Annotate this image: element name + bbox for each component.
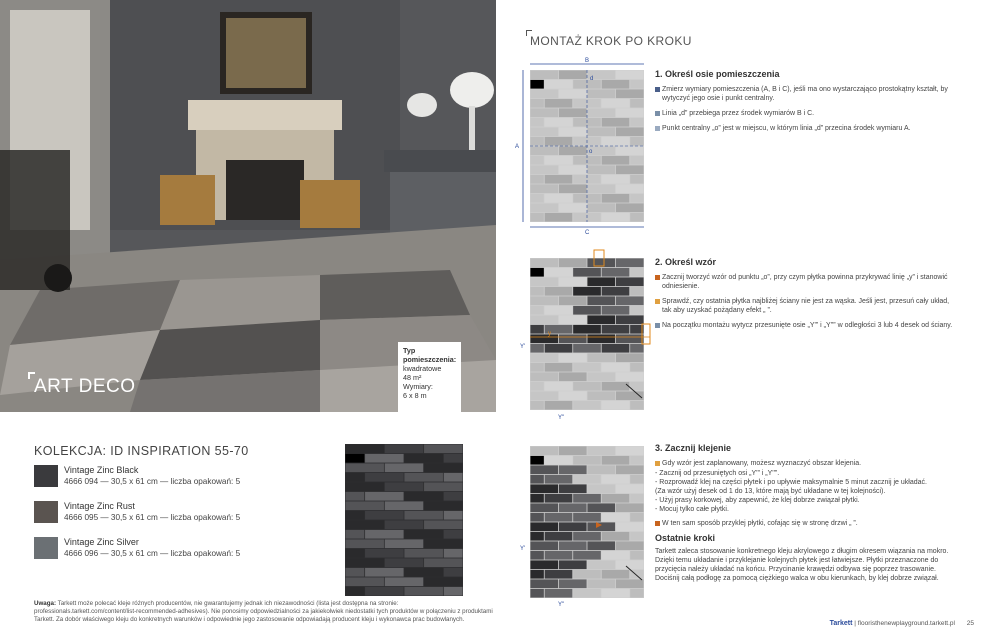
step-1-para: Zmierz wymiary pomieszczenia (A, B i C), jeśli ma ono wystarczająco prostokątny kształt, by wytyczyć jego osie i punkt centralny. bbox=[655, 85, 955, 103]
swatch-desc: 4666 096 — 30,5 x 61 cm — liczba opakowań: 5 bbox=[64, 549, 241, 558]
label-d: d bbox=[590, 76, 594, 82]
step-2-para: Na początku montażu wytycz przesunięte osie „Y'” i „Y''” w odległości 3 lub 4 desek od ściany. bbox=[655, 321, 955, 330]
hero-title: ART DECO bbox=[34, 376, 136, 397]
swatch-item bbox=[34, 501, 334, 531]
room-type-label: Typ pomieszczenia: bbox=[403, 346, 457, 364]
step-3-line: - Mocuj tylko całe płytki. bbox=[655, 506, 729, 513]
diagram-gluing bbox=[514, 438, 654, 610]
step-2 bbox=[655, 258, 955, 336]
swatch-desc: 4666 094 — 30,5 x 61 cm — liczba opakowań: 5 bbox=[64, 477, 241, 486]
step-3 bbox=[655, 444, 955, 583]
room-photo bbox=[0, 0, 496, 412]
step-2-para: Sprawdź, czy ostatnia płytka najbliżej ściany nie jest za wąska. Jeśli jest, przesuń cały układ, tak aby uzyskać pożądany efekt „ ”. bbox=[655, 297, 955, 315]
step-2-para: Zacznij tworzyć wzór od punktu „o”, przy czym płytka powinna przykrywać linię „y” i stanowić odniesienie. bbox=[655, 273, 955, 291]
room-type-box bbox=[398, 342, 461, 412]
label-o: o bbox=[589, 149, 593, 155]
room-area: 48 m² bbox=[403, 373, 422, 382]
step-1 bbox=[655, 70, 955, 139]
label-Y-double: Y'' bbox=[558, 602, 565, 608]
label-C: C bbox=[585, 230, 590, 236]
page-number: 25 bbox=[966, 620, 974, 627]
swatch-black bbox=[34, 465, 58, 487]
step-1-title: 1. Określ osie pomieszczenia bbox=[655, 69, 780, 79]
step-1-para: Linia „d” przebiega przez środek wymiarów B i C. bbox=[655, 109, 955, 118]
footer-url[interactable]: flooristhenewplayground.tarkett.pl bbox=[857, 620, 955, 627]
swatch-desc: 4666 095 — 30,5 x 61 cm — liczba opakowań: 5 bbox=[64, 513, 241, 522]
diagram-pattern bbox=[514, 246, 654, 422]
step-3-para: W ten sam sposób przyklej płytki, cofając się w stronę drzwi „ ”. bbox=[655, 519, 955, 528]
label-B: B bbox=[585, 58, 590, 64]
swatch-name: Vintage Zinc Rust bbox=[64, 501, 135, 511]
step-3-line: - Rozprowadź klej na części płytek i po upływie maksymalnie 5 minut zacznij je układać. bbox=[655, 479, 927, 486]
final-steps-text: Tarkett zaleca stosowanie konkretnego kleju akrylowego z długim okresem wiązania na mokro. Dzięki temu układanie i przyklejanie kolejnych płytek jest łatwiejsze. Płytki przeznaczone do przycięcia należy układać na końcu. Przycinanie krawędzi odbywa się poprzez trasowanie. Dociśnij całą podłogę za pomocą ciężkiego walca w obu kierunkach, by klej dobrze związał. bbox=[655, 548, 949, 582]
label-A: A bbox=[515, 144, 520, 150]
room-type-value: kwadratowe bbox=[403, 364, 442, 373]
adhesive-note bbox=[34, 600, 494, 624]
footer-brand[interactable]: Tarkett bbox=[829, 620, 853, 627]
step-3-line: - Zacznij od przesuniętych osi „Y'” i „Y''”. bbox=[655, 470, 780, 477]
tile-pattern-sample bbox=[345, 444, 463, 596]
page-footer: Tarkett | flooristhenewplayground.tarkett.pl 25 bbox=[829, 620, 974, 627]
step-1-para: Punkt centralny „o” jest w miejscu, w którym linia „d” przecina środek wymiaru A. bbox=[655, 124, 955, 133]
label-Y-double: Y'' bbox=[558, 415, 565, 421]
label-Y-prime: Y' bbox=[520, 344, 526, 350]
label-Y-prime: Y' bbox=[520, 546, 526, 552]
swatch-name: Vintage Zinc Silver bbox=[64, 537, 139, 547]
step-3-line: (Za wzór użyj desek od 1 do 13, które mają być układane w tej kolejności). bbox=[655, 488, 886, 495]
final-steps-title: Ostatnie kroki bbox=[655, 533, 716, 543]
diagram-room-axes bbox=[514, 56, 648, 236]
room-dims-value: 6 x 8 m bbox=[403, 391, 427, 400]
section-title: MONTAŻ KROK PO KROKU bbox=[530, 34, 692, 48]
step-3-title: 3. Zacznij klejenie bbox=[655, 443, 732, 453]
room-dims-label: Wymiary: bbox=[403, 382, 433, 391]
collection-title: KOLEKCJA: ID INSPIRATION 55-70 bbox=[34, 444, 249, 458]
swatch-rust bbox=[34, 501, 58, 523]
step-2-title: 2. Określ wzór bbox=[655, 257, 717, 267]
swatch-item bbox=[34, 465, 334, 495]
step-3-para: Gdy wzór jest zaplanowany, możesz wyznaczyć obszar klejenia. bbox=[655, 459, 955, 468]
note-text: Tarkett może polecać kleje różnych producentów, nie gwarantujemy jednak ich niezawodności (lista jest dostępna na stronie: professionals.tarkett.com/content/list-recommended-adhesives). Nie ponosimy odpowiedzialności za jakiekolwiek niedostatki tych produktów w połączeniu z produktami Tarkett. Za dobór właściwego kleju do konkretnych warunków i odpowiednie jego zastosowanie odpowiadają producent kleju i wykonawca prac budowlanych. bbox=[34, 600, 493, 623]
step-3-line: - Użyj prasy korkowej, aby zapewnić, że klej dobrze związał płytki. bbox=[655, 497, 860, 504]
swatch-name: Vintage Zinc Black bbox=[64, 465, 139, 475]
label-y: y bbox=[548, 331, 551, 337]
note-label: Uwaga: bbox=[34, 600, 57, 607]
swatch-silver bbox=[34, 537, 58, 559]
swatch-item bbox=[34, 537, 334, 567]
